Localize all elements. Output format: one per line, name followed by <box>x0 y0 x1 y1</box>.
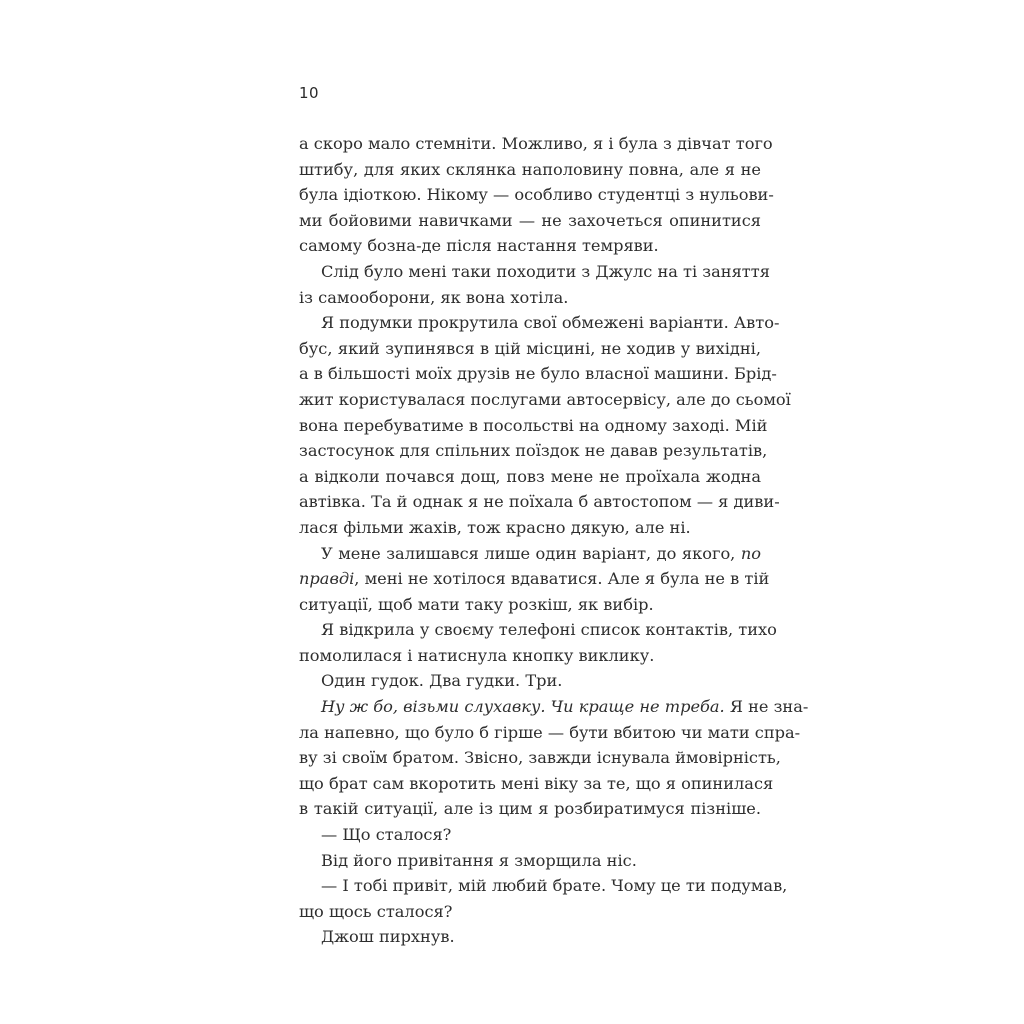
text-line: Від його привітання я зморщила ніс. <box>321 850 637 870</box>
text-line: а в більшості моїх друзів не було власної машини. Брід- <box>299 364 777 384</box>
text-line: Джош пирхнув. <box>321 927 455 947</box>
text-line: Я відкрила у своєму телефоні список контактів, тихо <box>321 620 777 640</box>
text-line: помолилася і натиснула кнопку виклику. <box>299 645 655 665</box>
text-segment: У мене залишався лише один варіант, до якого, <box>321 543 741 563</box>
italic-segment: правді <box>299 569 355 589</box>
text-line <box>299 694 809 720</box>
text-line: що брат сам вкоротить мені віку за те, що я опинилася <box>299 773 774 793</box>
body-text <box>299 131 809 950</box>
text-line: ситуації, щоб мати таку розкіш, як вибір. <box>299 594 654 614</box>
text-line: а відколи почався дощ, повз мене не проїхала жодна <box>299 466 761 486</box>
text-line: що щось сталося? <box>299 901 453 921</box>
text-segment: Я не зна- <box>724 697 809 717</box>
text-line: вона перебуватиме в посольстві на одному заході. Мій <box>299 415 768 435</box>
text-line: Слід було мені таки походити з Джулс на ті заняття <box>321 261 770 281</box>
text-line: жит користувалася послугами автосервісу, але до сьомої <box>299 389 791 409</box>
text-line: — Що сталося? <box>321 825 452 845</box>
text-line <box>299 566 770 592</box>
text-line: ла напевно, що було б гірше — бути вбитою чи мати спра- <box>299 722 801 742</box>
text-line: бус, який зупинявся в цій місцині, не ходив у вихідні, <box>299 338 761 358</box>
text-line: в такій ситуації, але із цим я розбиратимуся пізніше. <box>299 799 761 819</box>
italic-segment: по <box>740 543 761 563</box>
text-line: Я подумки прокрутила свої обмежені варіанти. Авто- <box>321 313 780 333</box>
text-line: а скоро мало стемніти. Можливо, я і була з дівчат того <box>299 134 773 153</box>
text-line <box>299 541 761 567</box>
italic-segment: Ну ж бо, візьми слухавку. Чи краще не треба. <box>321 697 725 717</box>
text-line: ву зі своїм братом. Звісно, завжди існувала ймовірність, <box>299 748 781 768</box>
text-line: із самооборони, як вона хотіла. <box>299 287 569 307</box>
text-segment: , мені не хотілося вдаватися. Але я була не в тій <box>354 569 770 589</box>
text-line: штибу, для яких склянка наполовину повна, але я не <box>299 159 761 179</box>
text-line: Один гудок. Два гудки. Три. <box>321 671 563 691</box>
text-line: ми бойовими навичками — не захочеться опинитися <box>299 210 761 230</box>
text-line: була ідіоткою. Нікому — особливо студентці з нульови- <box>299 185 774 205</box>
text-line: лася фільми жахів, тож красно дякую, але ні. <box>299 517 691 537</box>
text-line: самому бозна-де після настання темряви. <box>299 236 659 256</box>
text-line: застосунок для спільних поїздок не давав результатів, <box>299 441 768 461</box>
text-line: — І тобі привіт, мій любий брате. Чому це ти подумав, <box>321 876 788 896</box>
page-number: 10 <box>299 84 320 102</box>
text-line: автівка. Та й однак я не поїхала б автостопом — я диви- <box>299 492 780 512</box>
